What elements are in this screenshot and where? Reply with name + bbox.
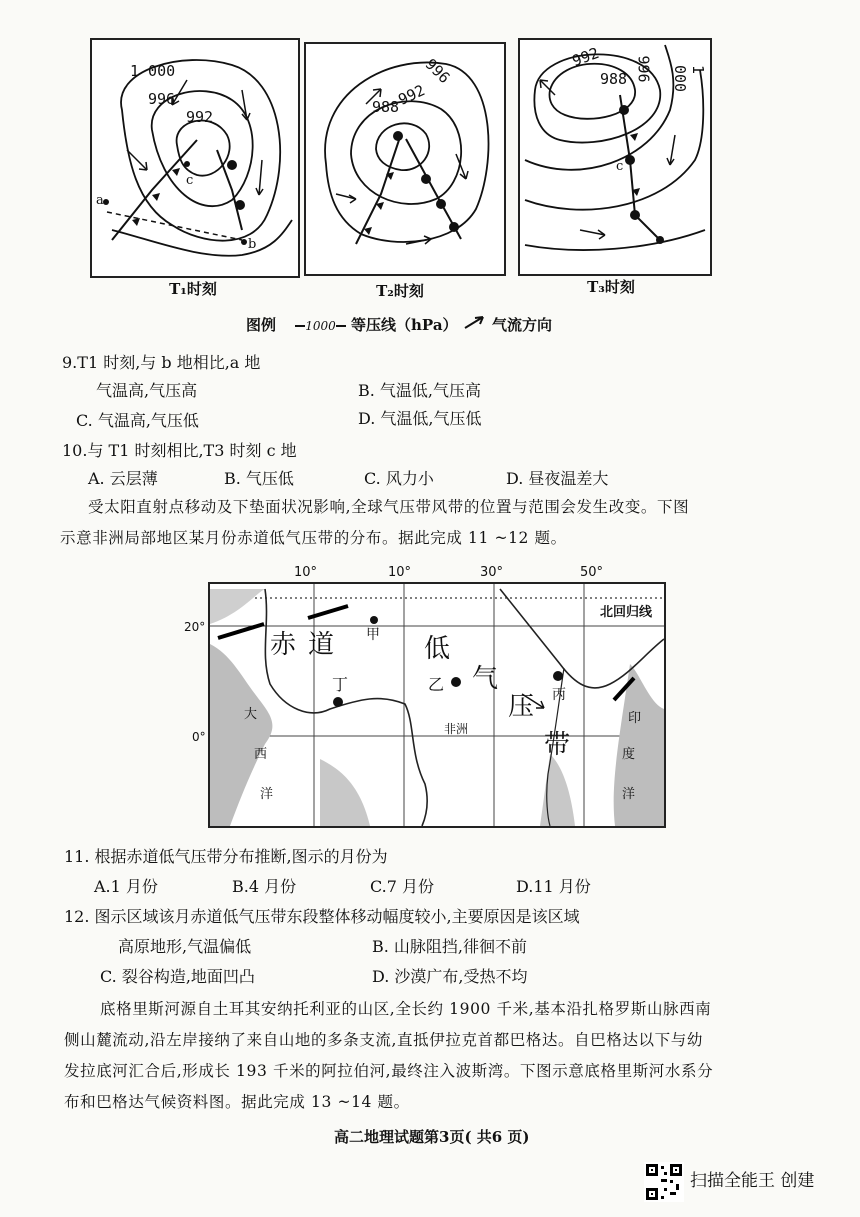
passage2-line3: 发拉底河汇合后,形成长 193 千米的阿拉伯河,最终注入波斯湾。下图示意底格里斯河水系分	[64, 1062, 714, 1080]
t3-isobar-label-4: 1 000	[671, 65, 707, 93]
ocean-indian-1: 印	[628, 711, 642, 726]
place-bing: 丙	[552, 687, 566, 703]
t2-isobar-label-2: 992	[395, 81, 428, 109]
passage1-line2: 示意非洲局部地区某月份赤道低气压带的分布。据此完成 11 ~12 题。	[60, 529, 567, 547]
q12-option-b: B. 山脉阻挡,徘徊不前	[372, 937, 528, 956]
arrow-icon	[463, 314, 487, 336]
lon-tick-1: 10°	[294, 565, 318, 580]
t1-isobar-label-2: 996	[148, 90, 176, 108]
scanner-watermark: 扫描全能王 创建	[690, 1171, 815, 1191]
t2-isobar-label-3: 988	[372, 98, 400, 116]
t3-isobar-label-2: 988	[600, 70, 628, 88]
t2-isobar-map	[306, 44, 504, 274]
page-footer: 高二地理试题第3页( 共6 页)	[334, 1128, 530, 1146]
tropic-of-cancer-label: 北回归线	[600, 605, 653, 620]
q9-option-c: C. 气温高,气压低	[76, 411, 199, 430]
passage2-line2: 侧山麓流动,沿左岸接纳了来自山地的多条支流,直抵伊拉克首都巴格达。自巴格达以下与幼	[64, 1031, 703, 1049]
panel-t2	[304, 42, 506, 276]
t1-point-a: a	[96, 193, 104, 208]
continent-africa: 非洲	[444, 722, 469, 736]
q12-stem: 12. 图示区域该月赤道低气压带东段整体移动幅度较小,主要原因是该区域	[64, 907, 580, 926]
place-ding: 丁	[332, 675, 349, 694]
place-yi: 乙	[428, 675, 445, 694]
belt-char-3: 低	[424, 634, 451, 664]
q11-option-c: C.7 月份	[370, 877, 435, 896]
q11-stem: 11. 根据赤道低气压带分布推断,图示的月份为	[64, 847, 388, 866]
q12-option-a: 高原地形,气温偏低	[118, 937, 252, 956]
belt-char-6: 带	[544, 730, 571, 760]
t2-label: T₂时刻	[376, 282, 424, 300]
t2-isobar-label-1: 996	[421, 55, 454, 87]
lat-tick-0: 0°	[192, 730, 206, 744]
passage1-line1: 受太阳直射点移动及下垫面状况影响,全球气压带风带的位置与范围会发生改变。下图	[88, 498, 690, 516]
lon-tick-3: 30°	[480, 565, 504, 580]
panel-t3	[518, 38, 712, 276]
figure1-legend	[246, 314, 552, 337]
q9-option-a: 气温高,气压高	[96, 381, 198, 400]
t3-label: T₃时刻	[587, 278, 635, 296]
t1-isobar-label-1: 1 000	[130, 62, 176, 80]
t3-point-c: c	[616, 159, 624, 174]
t1-point-b: b	[248, 237, 257, 252]
belt-char-4: 气	[472, 664, 499, 694]
t3-isobar-label-3: 996	[634, 55, 653, 83]
passage2-line1: 底格里斯河源自土耳其安纳托利亚的山区,全长约 1900 千米,基本沿扎格罗斯山脉西南	[100, 1000, 712, 1018]
place-jia: 甲	[366, 627, 380, 643]
q9-option-b: B. 气温低,气压高	[358, 381, 482, 400]
ocean-indian-2: 度	[622, 747, 636, 762]
legend-arrow-text: 气流方向	[492, 316, 553, 334]
lon-tick-4: 50°	[580, 565, 604, 580]
q12-option-c: C. 裂谷构造,地面凹凸	[100, 967, 255, 986]
legend-isobar-sample	[295, 314, 346, 337]
q10-stem: 10.与 T1 时刻相比,T3 时刻 c 地	[62, 441, 297, 460]
lon-tick-2: 10°	[388, 565, 412, 580]
q10-option-b: B. 气压低	[224, 469, 294, 488]
t1-label: T₁时刻	[169, 280, 217, 298]
q11-option-d: D.11 月份	[516, 877, 591, 896]
q10-option-c: C. 风力小	[364, 469, 434, 488]
legend-prefix: 图例	[246, 316, 277, 334]
ocean-atlantic-1: 大	[244, 707, 258, 722]
africa-map-drawing	[210, 584, 664, 826]
q9-stem: 9.T1 时刻,与 b 地相比,a 地	[62, 353, 261, 372]
legend-isobar-value: 1000	[305, 319, 336, 333]
ocean-atlantic-3: 洋	[260, 787, 274, 802]
legend-isobar-text: 等压线（hPa）	[351, 316, 458, 334]
africa-pressure-map	[208, 582, 666, 828]
q12-option-d: D. 沙漠广布,受热不均	[372, 967, 528, 986]
ocean-indian-3: 洋	[622, 787, 636, 802]
belt-char-2: 道	[308, 630, 335, 660]
q10-option-a: A. 云层薄	[88, 469, 158, 488]
belt-char-1: 赤	[270, 630, 297, 660]
q10-option-d: D. 昼夜温差大	[506, 469, 609, 488]
lat-tick-20: 20°	[184, 620, 206, 634]
panel-t1	[90, 38, 300, 278]
q11-option-a: A.1 月份	[94, 877, 158, 896]
t3-isobar-label-1: 992	[569, 43, 602, 71]
ocean-atlantic-2: 西	[254, 747, 268, 762]
q11-option-b: B.4 月份	[232, 877, 297, 896]
t1-point-c: c	[186, 173, 194, 188]
q9-option-d: D. 气温低,气压低	[358, 409, 482, 428]
qr-code-icon	[644, 1162, 684, 1202]
t1-isobar-map	[92, 40, 298, 276]
passage2-line4: 布和巴格达气候资料图。据此完成 13 ~14 题。	[64, 1093, 410, 1111]
belt-char-5: 压	[508, 692, 535, 722]
t1-isobar-label-3: 992	[186, 108, 214, 126]
